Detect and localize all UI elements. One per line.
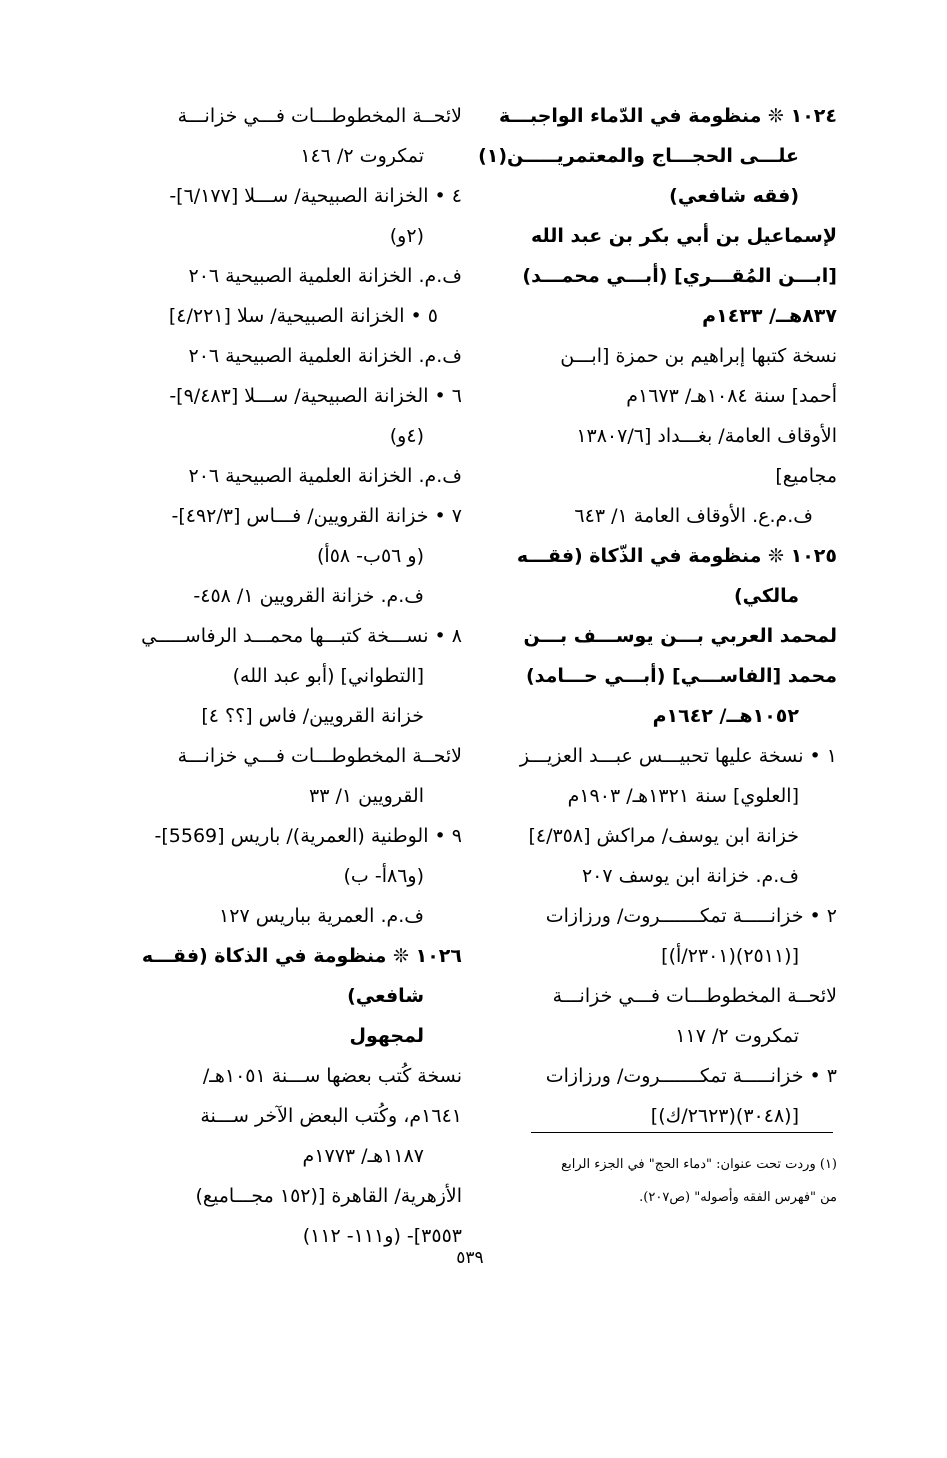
- right-line: الأوقاف العامة/ بغـــداد [١٣٨٠٧/٦: [576, 425, 837, 447]
- left-line: شافعي): [347, 985, 424, 1007]
- left-line: (٤و): [389, 425, 424, 447]
- left-line: لمجهول: [349, 1025, 424, 1047]
- right-line: خزانة ابن يوسف/ مراكش [٤/٣٥٨]: [528, 825, 799, 847]
- right-line: ٢ • خزانـــــة تمكـــــــروت/ ورزازات: [545, 905, 837, 927]
- left-line: ٤ • الخزانة الصبيحية/ ســـلا [٦/١٧٧]-: [169, 185, 462, 207]
- right-line: لمحمد العربي بـــن يوســـف بـــن: [523, 625, 837, 647]
- right-line: نسخة كتبها إبراهيم بن حمزة [ابـــن: [560, 345, 837, 367]
- right-line: مجاميع]: [775, 465, 837, 487]
- right-line: لإسماعيل بن أبي بكر بن عبد الله: [530, 225, 837, 247]
- left-line: [التطواني] (أبو عبد الله): [232, 665, 424, 687]
- left-line: ٦ • الخزانة الصبيحية/ ســـلا [٩/٤٨٣]-: [169, 385, 462, 407]
- left-line: الأزهرية/ القاهرة [(١٥٢ مجـــاميع): [195, 1185, 462, 1207]
- left-line: (٢و): [389, 225, 424, 247]
- left-line: ف.م. الخزانة العلمية الصبيحية ٢٠٦: [188, 345, 462, 367]
- footnote-line-1: (١) وردت تحت عنوان: "دماء الحج" في الجزء الرابع: [561, 1157, 837, 1172]
- right-line: أحمد] سنة ١٠٨٤هـ/ ١٦٧٣م: [626, 385, 837, 407]
- left-line: ف.م. الخزانة العلمية الصبيحية ٢٠٦: [188, 265, 462, 287]
- right-line: ف.م.ع. الأوقاف العامة ١/ ٦٤٣: [574, 505, 813, 527]
- left-line: تمكروت ٢/ ١٤٦: [300, 145, 424, 167]
- right-line: علـــى الحجـــاج والمعتمريـــــن(١): [478, 145, 799, 167]
- right-line: ١٠٢٤ ❊ منظومة في الدّماء الواجبـــة: [498, 105, 837, 127]
- left-line: ف.م. العمرية بباريس ١٢٧: [219, 905, 424, 927]
- left-line: ٣٥٥٣]- (و١١١- ١١٢): [302, 1225, 462, 1247]
- left-line: خزانة القرويين/ فاس [؟؟ ٤]: [201, 705, 424, 727]
- left-line: ١١٨٧هـ/ ١٧٧٣م: [302, 1145, 424, 1167]
- left-line: (و٨٦أ- ب): [343, 865, 424, 887]
- left-line: ف.م. الخزانة العلمية الصبيحية ٢٠٦: [188, 465, 462, 487]
- left-line: ١٠٢٦ ❊ منظومة في الذكاة (فقـــه: [141, 945, 462, 967]
- footnote-line-2: من "فهرس الفقه وأصوله" (ص٢٠٧).: [639, 1190, 837, 1205]
- footnote-divider: [531, 1132, 833, 1133]
- right-line: (فقه شافعي): [669, 185, 799, 207]
- right-line: ٨٣٧هــ/ ١٤٣٣م: [702, 305, 837, 327]
- right-line: [(٣٠٤٨)(٢٦٢٣/ك)]: [650, 1105, 799, 1127]
- right-line: [(٢٥١١)(٢٣٠١/أ)]: [661, 945, 799, 967]
- right-line: تمكروت ٢/ ١١٧: [675, 1025, 799, 1047]
- right-line: ١ • نسخة عليها تحبيـــس عبـــد العزيـــز: [519, 745, 837, 767]
- right-line: [العلوي] سنة ١٣٢١هـ/ ١٩٠٣م: [567, 785, 799, 807]
- left-line: ٥ • الخزانة الصبيحية/ سلا [٤/٢٢١]: [168, 305, 438, 327]
- right-line: لائحــة المخطوطـــات فـــي خزانـــة: [552, 985, 837, 1007]
- left-line: لائحــة المخطوطـــات فـــي خزانـــة: [177, 745, 462, 767]
- page-number: ٥٣٩: [456, 1248, 484, 1268]
- right-line: ٣ • خزانـــــة تمكـــــــروت/ ورزازات: [545, 1065, 837, 1087]
- right-line: ف.م. خزانة ابن يوسف ٢٠٧: [581, 865, 799, 887]
- left-line: لائحــة المخطوطـــات فـــي خزانـــة: [177, 105, 462, 127]
- right-line: [ابـــن المُقـــري] (أبـــي محمـــد): [522, 265, 837, 287]
- footnote: [497, 1148, 837, 1214]
- right-line: ١٠٥٢هــ/ ١٦٤٢م: [652, 705, 799, 727]
- right-column: [478, 96, 837, 1136]
- left-line: ١٦٤١م، وكُتب البعض الآخر ســـنة: [200, 1105, 462, 1127]
- left-line: (و ٥٦ب- ٥٨أ): [317, 545, 424, 567]
- right-line: مالكي): [734, 585, 799, 607]
- right-line: ١٠٢٥ ❊ منظومة في الذّكاة (فقـــه: [516, 545, 837, 567]
- right-line: محمد [الفاســـي] (أبـــي حـــامد): [526, 665, 837, 687]
- left-line: ٨ • نســـخة كتبـــها محمـــد الرفاســـــي: [141, 625, 462, 647]
- left-line: ٧ • خزانة القرويين/ فـــاس [٤٩٢/٣]-: [171, 505, 462, 527]
- left-line: القرويين ١/ ٣٣: [309, 785, 424, 807]
- left-column: [112, 96, 462, 1256]
- left-line: نسخة كُتب بعضها ســـنة ١٠٥١هـ/: [202, 1065, 462, 1087]
- left-line: ٩ • الوطنية (العمرية)/ باريس [5569]-: [154, 825, 462, 847]
- left-line: ف.م. خزانة القرويين ١/ ٤٥٨-: [193, 585, 424, 607]
